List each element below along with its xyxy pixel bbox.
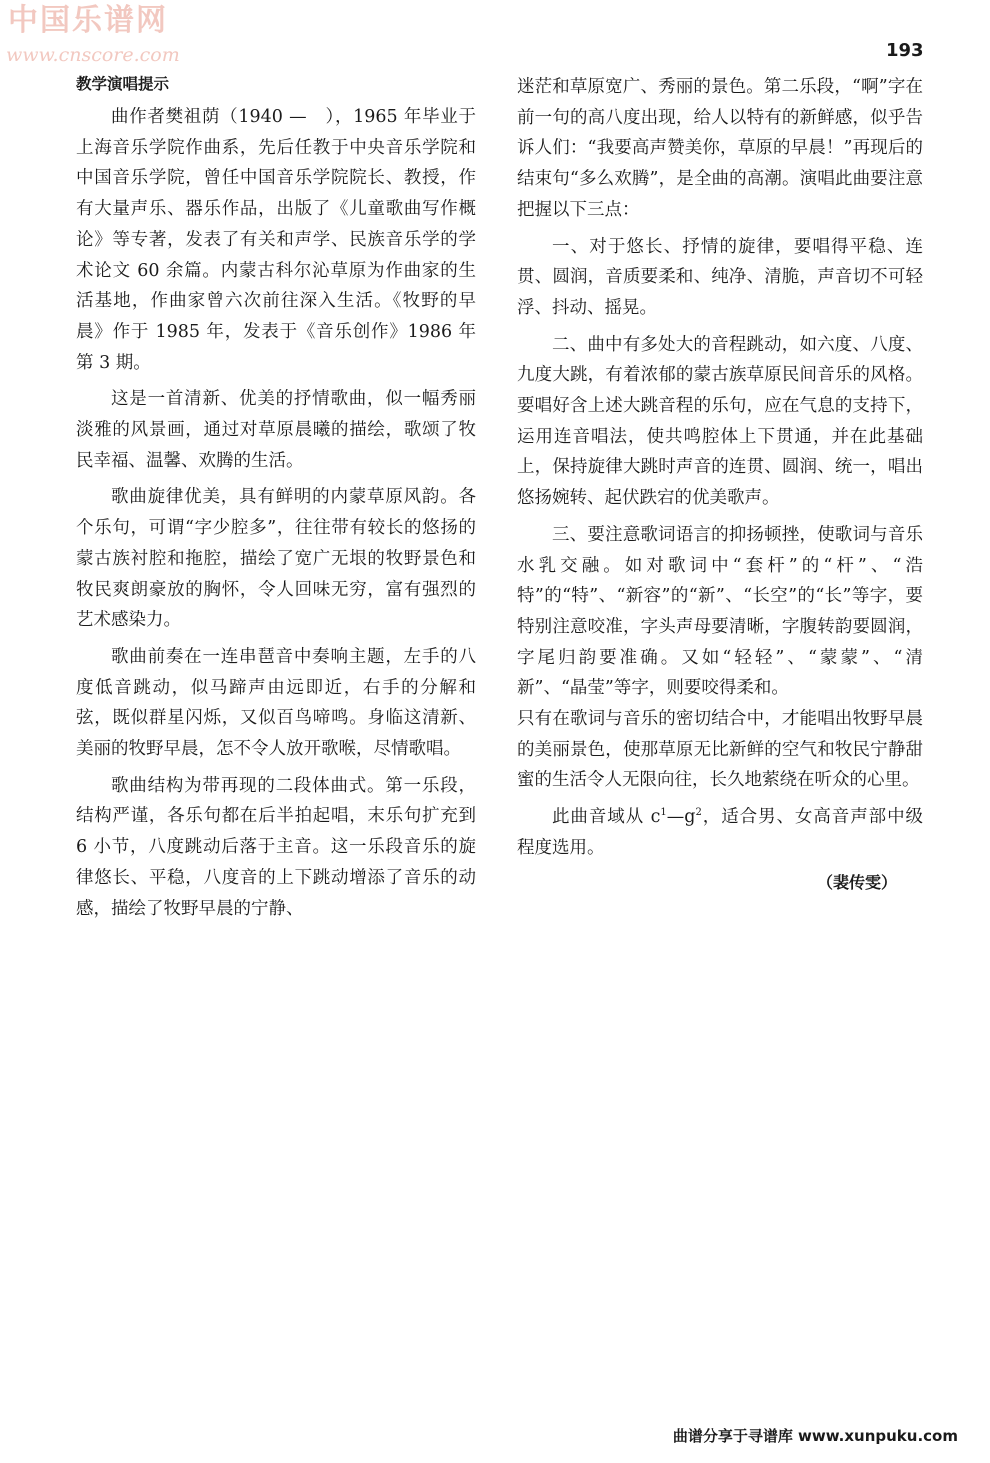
section-heading: 教学演唱提示 — [76, 75, 170, 93]
paragraph-structure: 歌曲结构为带再现的二段体曲式。第一乐段，结构严谨，各乐句都在后半拍起唱，末乐句扩充到 6 小节，八度跳动后落于主音。这一乐段音乐的旋律悠长、平稳，八度音的上下跳动增添了音乐的动感，描绘了牧野早晨的宁静、 — [76, 775, 476, 919]
paragraph-continuation: 迷茫和草原宽广、秀丽的景色。第二乐段，“啊”字在前一句的高八度出现，给人以特有的新鲜感，似乎告诉人们：“我要高声赞美你，草原的早晨！”再现后的结束句“多么欢腾”，是全曲的高潮。演唱此曲要注意把握以下三点： — [517, 77, 923, 220]
left-column — [76, 72, 476, 924]
paragraph-overview: 这是一首清新、优美的抒情歌曲，似一幅秀丽淡雅的风景画，通过对草原晨曦的描绘，歌颂了牧民幸福、温馨、欢腾的生活。 — [76, 389, 476, 471]
paragraph-point-two: 二、曲中有多处大的音程跳动，如六度、八度、九度大跳，有着浓郁的蒙古族草原民间音乐的风格。要唱好含上述大跳音程的乐句，应在气息的支持下，运用连音唱法，使共鸣腔体上下贯通，并在此基础上，保持旋律大跳时声音的连贯、圆润、统一，唱出悠扬婉转、起伏跌宕的优美歌声。 — [517, 334, 923, 509]
paragraph-vocal-range — [517, 802, 923, 863]
watermark-url: www.cnscore.com — [6, 44, 180, 66]
range-superscript-low: 1 — [660, 807, 667, 819]
range-superscript-high: 2 — [695, 807, 702, 819]
paragraph-prelude: 歌曲前奏在一连串琶音中奏响主题，左手的八度低音跳动，似马蹄声由远即近，右手的分解和弦，既似群星闪烁，又似百鸟啼鸣。身临这清新、美丽的牧野早晨，怎不令人放开歌喉，尽情歌唱。 — [76, 646, 476, 760]
footer-source: 曲谱分享于寻谱库 www.xunpuku.com — [672, 1427, 958, 1445]
range-suffix: ，适合男、女高音声部中级程度选用。 — [517, 807, 923, 858]
page-number: 193 — [886, 40, 924, 61]
paragraph-point-one: 一、对于悠长、抒情的旋律，要唱得平稳、连贯、圆润，音质要柔和、纯净、清脆，声音切不可轻浮、抖动、摇晃。 — [517, 236, 923, 318]
right-column — [517, 72, 923, 898]
watermark-logo: 中国乐谱网 — [8, 3, 168, 38]
range-middle: —g — [666, 807, 696, 828]
paragraph-melody: 歌曲旋律优美，具有鲜明的内蒙草原风韵。各个乐句，可谓“字少腔多”，往往带有较长的悠扬的蒙古族衬腔和拖腔，描绘了宽广无垠的牧野景色和牧民爽朗豪放的胸怀，令人回味无穷，富有强烈的艺术感染力。 — [76, 487, 476, 631]
paragraph-composer-bio: 曲作者樊祖荫（1940 — ），1965 年毕业于上海音乐学院作曲系，先后任教于中央音乐学院和中国音乐学院，曾任中国音乐学院院长、教授，作有大量声乐、器乐作品，出版了《儿童歌曲写作概论》等专著，发表了有关和声学、民族音乐学的学术论文 60 余篇。内蒙古科尔沁草原为作曲家的生活基地，作曲家曾六次前往深入生活。《牧野的早晨》作于 1985 年，发表于《音乐创作》1986 年第 3 期。 — [76, 107, 476, 373]
range-prefix: 此曲音域从 c — [552, 807, 661, 828]
author-signature: （裴传雯） — [816, 872, 897, 892]
paragraph-point-three: 三、要注意歌词语言的抑扬顿挫，使歌词与音乐水乳交融。如对歌词中“套杆”的“杆”、“浩特”的“特”、“新容”的“新”、“长空”的“长”等字，要特别注意咬准，字头声母要清晰，字腹转韵要圆润，字尾归韵要准确。又如“轻轻”、“蒙蒙”、“清新”、“晶莹”等字，则要咬得柔和。 — [517, 524, 923, 699]
paragraph-closing: 只有在歌词与音乐的密切结合中，才能唱出牧野早晨的美丽景色，使那草原无比新鲜的空气和牧民宁静甜蜜的生活令人无限向往，长久地萦绕在听众的心里。 — [517, 709, 923, 791]
